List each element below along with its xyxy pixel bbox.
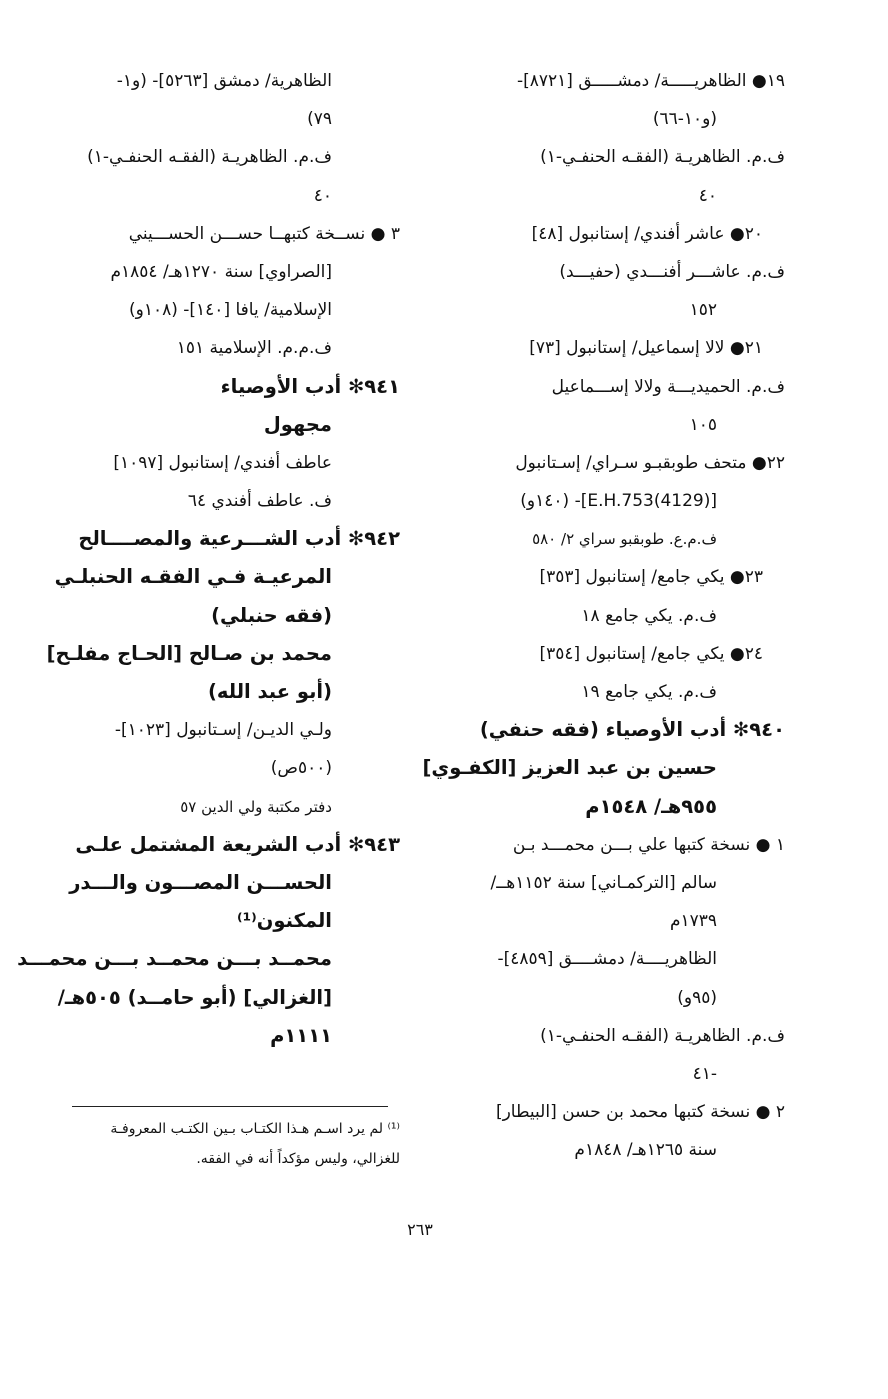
left-column-line: [الغزالي] (أبو حامــد) ٥٠٥هـ/	[57, 985, 332, 1009]
right-column-line: ١٩● الظاهريـــــة/ دمشـــــق [٨٧٢١]-	[516, 71, 785, 91]
left-column-line: (أبو عبد الله)	[208, 680, 332, 703]
right-column-line: (و١٠-٦٦)	[652, 109, 717, 130]
right-column-line: ٤٠	[698, 185, 717, 206]
right-column-line: ٢٤● يكي جامع/ إستانبول [٣٥٤]	[539, 643, 763, 664]
right-column-line: [(4129)E.H.753]- (١٤٠و)	[520, 491, 717, 512]
right-column-line: ٢٠● عاشر أفندي/ إستانبول [٤٨]	[531, 223, 763, 244]
right-column-line: الظاهريــــة/ دمشــــق [٤٨٥٩]-	[497, 949, 717, 970]
footnote	[50, 1114, 400, 1174]
left-column-line: ف.م. الظاهريـة (الفقـه الحنفـي-١)	[87, 147, 332, 168]
left-column-line: ٤٠	[313, 185, 332, 206]
footnote-line: ⁽¹⁾ لم يرد اسـم هـذا الكتـاب بـين الكتـب المعروفـة	[110, 1121, 400, 1137]
right-column-line: ٢٢● متحف طوبقبـو سـراي/ إسـتانبول	[515, 452, 785, 473]
left-column-line: (فقه حنبلي)	[211, 603, 332, 627]
left-column-line: المرعيـة فـي الفقـه الحنبلـي	[54, 565, 332, 589]
right-column-line: ٩٤٠✻ أدب الأوصياء (فقه حنفي)	[479, 718, 785, 742]
right-column-line: (٩٥و)	[677, 987, 717, 1008]
right-column-line: ١٠٥	[689, 414, 717, 435]
right-column-line: ف.م. يكي جامع ١٩	[581, 682, 717, 702]
left-column-line: ٩٤٣✻ أدب الشريعة المشتمل علـى	[75, 832, 400, 856]
right-column-line: سنة ١٢٦٥هـ/ ١٨٤٨م	[574, 1140, 717, 1161]
left-column-line: [الصراوي] سنة ١٢٧٠هـ/ ١٨٥٤م	[110, 261, 332, 282]
right-column-line: ف.م. الحميديـــة ولالا إســـماعيل	[551, 376, 785, 397]
left-column-line: المكنون⁽¹⁾	[236, 909, 332, 933]
left-column-line: مجهول	[263, 412, 332, 436]
right-column-line: ف.م.ع. طوبقبو سراي ٢/ ٥٨٠	[532, 530, 717, 549]
right-column-line: ١ ● نسخة كتبها علي بـــن محمـــد بـن	[512, 834, 785, 855]
right-column-line: سالم [التركمـاني] سنة ١١٥٢هــ/	[490, 872, 717, 893]
left-column	[17, 62, 400, 1055]
right-column-line: ف.م. الظاهريـة (الفقـه الحنفـي-١)	[540, 147, 785, 168]
left-column-line: ف.م.م. الإسلامية ١٥١	[176, 338, 332, 359]
right-column-line: ١٥٢	[689, 300, 717, 321]
right-column-line: ف.م. يكي جامع ١٨	[581, 605, 717, 626]
right-column-line: ف.م. الظاهريـة (الفقـه الحنفـي-١)	[540, 1025, 785, 1046]
page-number: ٢٦٣	[407, 1220, 433, 1239]
right-column-line: ٩٥٥هـ/ ١٥٤٨م	[585, 794, 717, 818]
right-column-line: ف.م. عاشـــر أفنـــدي (حفيـــد)	[559, 261, 785, 282]
right-column-line: -٤١	[692, 1063, 717, 1084]
left-column-line: ولـي الديـن/ إسـتانبول [١٠٢٣]-	[114, 720, 332, 741]
right-column-line: حسين بن عبد العزيز [الكفـوي]	[422, 756, 717, 780]
left-column-line: دفتر مكتبة ولي الدين ٥٧	[180, 797, 332, 816]
left-column-line: ٣ ● نســخة كتبهــا حســـن الحســـيني	[128, 223, 400, 244]
footnote-line: للغزالي، وليس مؤكداً أنه في الفقه.	[196, 1151, 400, 1167]
right-column-line: ٢ ● نسخة كتبها محمد بن حسن [البيطار]	[495, 1102, 785, 1123]
left-column-line: ٩٤١✻ أدب الأوصياء	[220, 374, 400, 398]
left-column-line: ف. عاطف أفندي ٦٤	[187, 491, 332, 512]
left-column-line: ٩٤٢✻ أدب الشـــرعية والمصــــالح	[78, 527, 400, 551]
right-column-line: ١٧٣٩م	[669, 911, 717, 932]
right-column-line: ٢١● لالا إسماعيل/ إستانبول [٧٣]	[529, 338, 763, 359]
left-column-line: الإسلامية/ يافا [١٤٠]- (١٠٨و)	[128, 300, 332, 321]
left-column-line: محمد بن صـالح [الحـاج مفلـح]	[46, 641, 332, 665]
left-column-line: الظاهرية/ دمشق [٥٢٦٣]- (و١-	[116, 71, 332, 91]
right-column-line: ٢٣● يكي جامع/ إستانبول [٣٥٣]	[539, 567, 763, 588]
right-column	[422, 62, 785, 1169]
left-column-line: محمــد بـــن محمــد بـــن محمـــد	[17, 947, 332, 971]
left-column-line: عاطف أفندي/ إستانبول [١٠٩٧]	[113, 452, 332, 473]
left-column-line: ١١١١م	[270, 1023, 332, 1047]
left-column-line: (٥٠٠ص)	[270, 758, 332, 779]
footnote-separator	[72, 1106, 388, 1107]
left-column-line: ٧٩)	[307, 109, 332, 130]
left-column-line: الحســـن المصـــون والـــدر	[69, 870, 332, 894]
